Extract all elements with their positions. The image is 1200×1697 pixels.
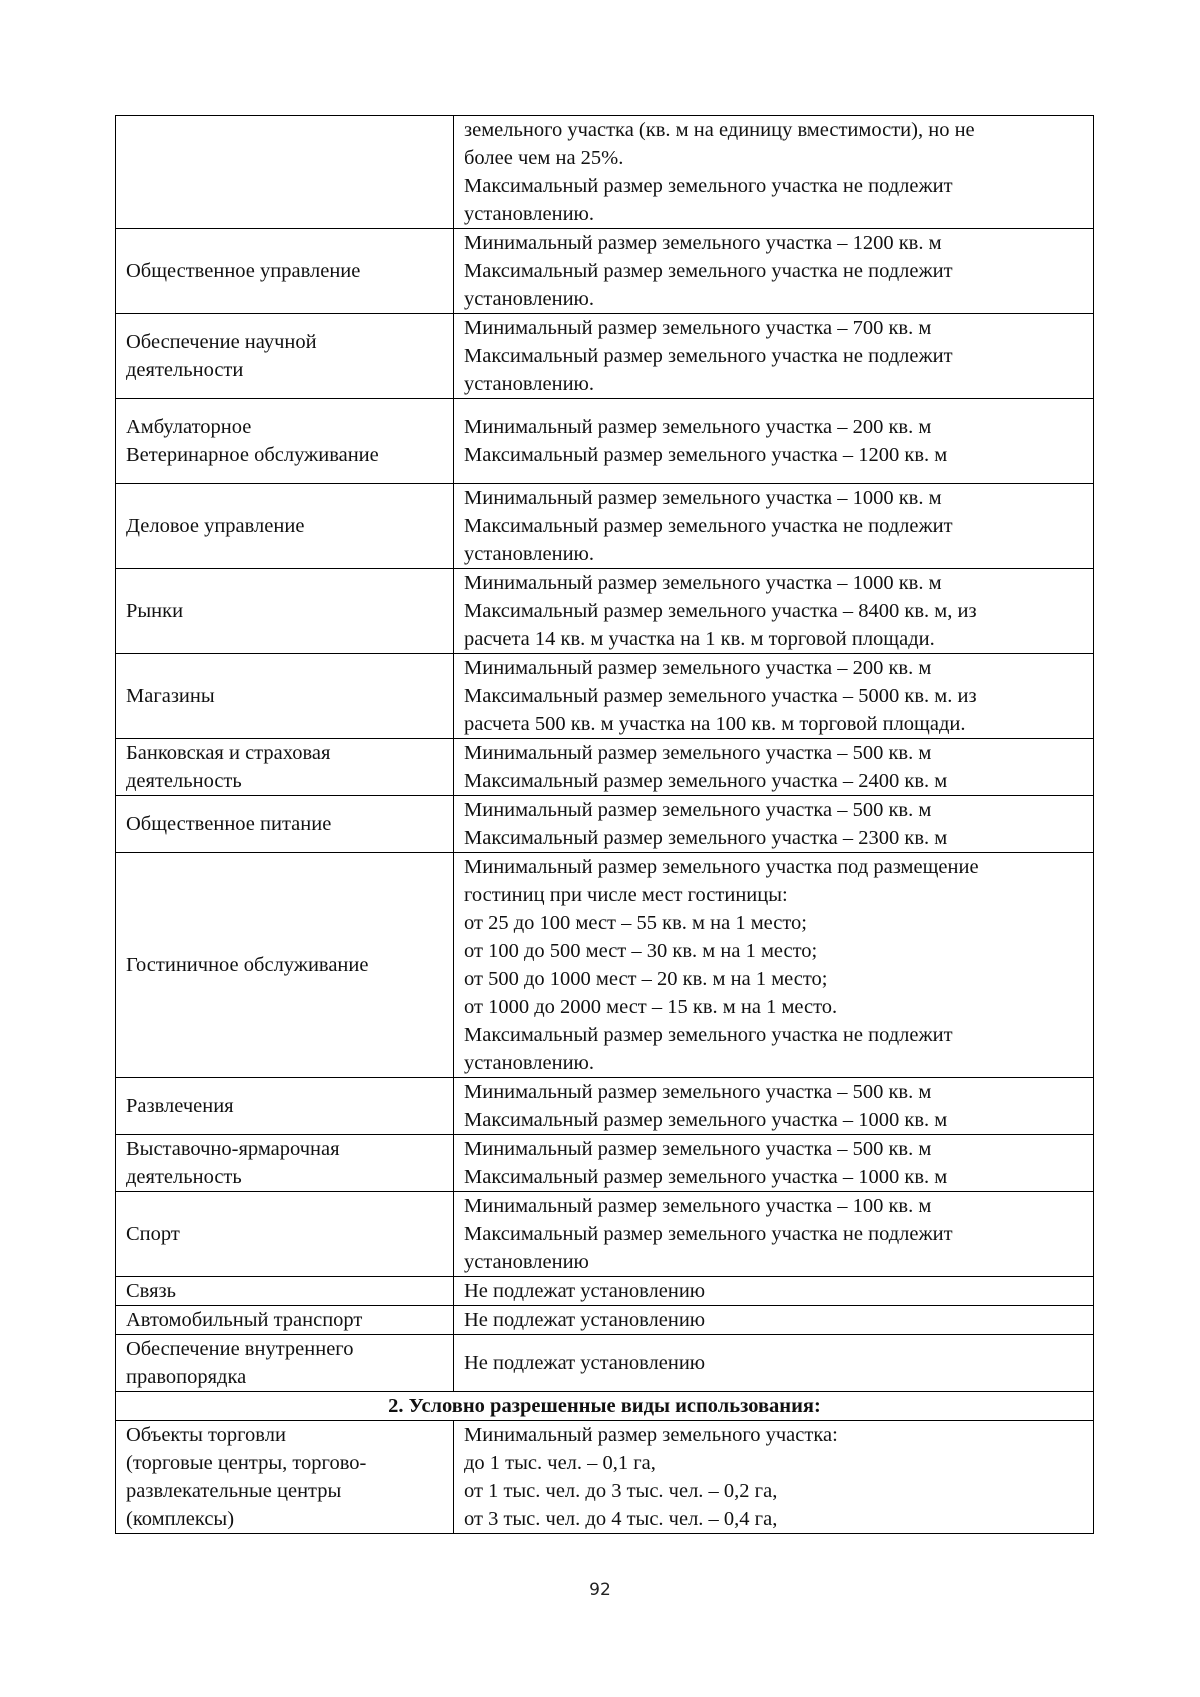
- requirement-text: гостиниц при числе мест гостиницы:: [464, 884, 788, 906]
- use-type-text: Выставочно-ярмарочная: [126, 1138, 340, 1160]
- table-row: [116, 1421, 1094, 1534]
- table-row: [116, 1306, 1094, 1335]
- size-requirement-cell: [454, 654, 1094, 739]
- use-type-text: Объекты торговли: [126, 1424, 286, 1446]
- use-type-cell: [116, 654, 454, 739]
- requirement-text: Минимальный размер земельного участка под размещение: [464, 856, 979, 878]
- use-type-text: деятельность: [126, 1166, 242, 1188]
- use-type-text: (торговые центры, торгово-: [126, 1452, 367, 1474]
- requirement-text: Минимальный размер земельного участка – 200 кв. м: [464, 416, 932, 438]
- use-type-text: Автомобильный транспорт: [126, 1309, 363, 1331]
- use-type-cell: [116, 1306, 454, 1335]
- requirement-text: Максимальный размер земельного участка не подлежит: [464, 175, 953, 197]
- use-type-cell: [116, 739, 454, 796]
- use-type-text: Деловое управление: [126, 515, 305, 537]
- size-requirement-cell: [454, 314, 1094, 399]
- table-row: [116, 1192, 1094, 1277]
- use-type-cell: [116, 116, 454, 229]
- requirement-text: установлению.: [464, 1052, 594, 1074]
- table-row: [116, 1078, 1094, 1135]
- size-requirement-cell: [454, 853, 1094, 1078]
- use-type-text: Спорт: [126, 1223, 180, 1245]
- use-type-text: Банковская и страховая: [126, 742, 331, 764]
- requirement-text: Максимальный размер земельного участка не подлежит: [464, 515, 953, 537]
- use-type-text: Обеспечение научной: [126, 331, 317, 353]
- use-type-text: Общественное управление: [126, 260, 361, 282]
- use-type-text: деятельности: [126, 359, 244, 381]
- table-row: [116, 739, 1094, 796]
- requirement-text: Минимальный размер земельного участка – 1000 кв. м: [464, 487, 942, 509]
- requirement-text: Минимальный размер земельного участка:: [464, 1424, 838, 1446]
- size-requirement-cell: [454, 569, 1094, 654]
- size-requirement-cell: [454, 1306, 1094, 1335]
- requirement-text: Не подлежат установлению: [464, 1352, 706, 1374]
- use-type-cell: [116, 1277, 454, 1306]
- requirement-text: Минимальный размер земельного участка – 500 кв. м: [464, 1081, 932, 1103]
- page-number: 92: [589, 1580, 611, 1600]
- use-type-text: (комплексы): [126, 1508, 235, 1530]
- size-requirement-cell: [454, 1335, 1094, 1392]
- table-row: [116, 116, 1094, 229]
- section-heading: 2. Условно разрешенные виды использования:: [116, 1392, 1094, 1421]
- use-type-text: развлекательные центры: [126, 1480, 342, 1502]
- requirement-text: установлению: [464, 1251, 589, 1273]
- requirement-text: Максимальный размер земельного участка не подлежит: [464, 260, 953, 282]
- table-row: [116, 796, 1094, 853]
- size-requirement-cell: [454, 796, 1094, 853]
- requirement-text: Максимальный размер земельного участка – 2400 кв. м: [464, 770, 948, 792]
- land-plot-size-table: [115, 115, 1094, 1534]
- requirement-text: Максимальный размер земельного участка – 1000 кв. м: [464, 1166, 948, 1188]
- table-row: [116, 853, 1094, 1078]
- requirement-text: Не подлежат установлению: [464, 1309, 706, 1331]
- use-type-text: Общественное питание: [126, 813, 332, 835]
- table-body: [116, 116, 1094, 1534]
- table-row: [116, 484, 1094, 569]
- use-type-cell: [116, 314, 454, 399]
- requirement-text: Минимальный размер земельного участка – 500 кв. м: [464, 799, 932, 821]
- use-type-cell: [116, 1421, 454, 1534]
- table-row: [116, 1277, 1094, 1306]
- table-row: [116, 229, 1094, 314]
- requirement-text: от 25 до 100 мест – 55 кв. м на 1 место;: [464, 912, 808, 934]
- table-row: [116, 1335, 1094, 1392]
- size-requirement-cell: [454, 1277, 1094, 1306]
- size-requirement-cell: [454, 1421, 1094, 1534]
- use-type-cell: [116, 229, 454, 314]
- requirement-text: Минимальный размер земельного участка – 500 кв. м: [464, 742, 932, 764]
- size-requirement-cell: [454, 739, 1094, 796]
- table-row: [116, 1135, 1094, 1192]
- use-type-text: деятельность: [126, 770, 242, 792]
- requirement-text: установлению.: [464, 203, 594, 225]
- requirement-text: до 1 тыс. чел. – 0,1 га,: [464, 1452, 656, 1474]
- size-requirement-cell: [454, 1078, 1094, 1135]
- requirement-text: от 1 тыс. чел. до 3 тыс. чел. – 0,2 га,: [464, 1480, 778, 1502]
- requirement-text: Максимальный размер земельного участка не подлежит: [464, 345, 953, 367]
- requirement-text: от 500 до 1000 мест – 20 кв. м на 1 место;: [464, 968, 828, 990]
- requirement-text: Максимальный размер земельного участка – 8400 кв. м, из: [464, 600, 977, 622]
- requirement-text: Не подлежат установлению: [464, 1280, 706, 1302]
- requirement-text: земельного участка (кв. м на единицу вместимости), но не: [464, 119, 975, 141]
- use-type-cell: [116, 569, 454, 654]
- requirement-text: Максимальный размер земельного участка не подлежит: [464, 1223, 953, 1245]
- use-type-text: Амбулаторное: [126, 416, 252, 438]
- size-requirement-cell: [454, 1135, 1094, 1192]
- use-type-text: правопорядка: [126, 1366, 247, 1388]
- size-requirement-cell: [454, 1192, 1094, 1277]
- requirement-text: установлению.: [464, 543, 594, 565]
- size-requirement-cell: [454, 229, 1094, 314]
- use-type-text: Развлечения: [126, 1095, 234, 1117]
- table-row: [116, 314, 1094, 399]
- requirement-text: Максимальный размер земельного участка – 1200 кв. м: [464, 444, 948, 466]
- size-requirement-cell: [454, 484, 1094, 569]
- use-type-cell: [116, 399, 454, 484]
- use-type-text: Рынки: [126, 600, 184, 622]
- use-type-text: Связь: [126, 1280, 176, 1302]
- use-type-text: Гостиничное обслуживание: [126, 954, 369, 976]
- requirement-text: Минимальный размер земельного участка – 1200 кв. м: [464, 232, 942, 254]
- requirement-text: установлению.: [464, 373, 594, 395]
- requirement-text: Минимальный размер земельного участка – 200 кв. м: [464, 657, 932, 679]
- requirement-text: Максимальный размер земельного участка – 2300 кв. м: [464, 827, 948, 849]
- use-type-cell: [116, 1078, 454, 1135]
- requirement-text: Минимальный размер земельного участка – 1000 кв. м: [464, 572, 942, 594]
- requirement-text: Максимальный размер земельного участка не подлежит: [464, 1024, 953, 1046]
- use-type-cell: [116, 484, 454, 569]
- requirement-text: Минимальный размер земельного участка – 100 кв. м: [464, 1195, 932, 1217]
- requirement-text: от 1000 до 2000 мест – 15 кв. м на 1 место.: [464, 996, 838, 1018]
- requirement-text: установлению.: [464, 288, 594, 310]
- table-row: [116, 654, 1094, 739]
- table-row: [116, 569, 1094, 654]
- requirement-text: более чем на 25%.: [464, 147, 624, 169]
- requirement-text: расчета 500 кв. м участка на 100 кв. м торговой площади.: [464, 713, 966, 735]
- requirement-text: Минимальный размер земельного участка – 700 кв. м: [464, 317, 932, 339]
- requirement-text: Минимальный размер земельного участка – 500 кв. м: [464, 1138, 932, 1160]
- use-type-text: Обеспечение внутреннего: [126, 1338, 354, 1360]
- size-requirement-cell: [454, 116, 1094, 229]
- use-type-text: Ветеринарное обслуживание: [126, 444, 379, 466]
- use-type-cell: [116, 853, 454, 1078]
- use-type-cell: [116, 796, 454, 853]
- use-type-cell: [116, 1192, 454, 1277]
- requirement-text: от 100 до 500 мест – 30 кв. м на 1 место;: [464, 940, 818, 962]
- requirement-text: Максимальный размер земельного участка – 1000 кв. м: [464, 1109, 948, 1131]
- use-type-cell: [116, 1135, 454, 1192]
- use-type-cell: [116, 1335, 454, 1392]
- size-requirement-cell: [454, 399, 1094, 484]
- table-row: [116, 399, 1094, 484]
- requirement-text: от 3 тыс. чел. до 4 тыс. чел. – 0,4 га,: [464, 1508, 778, 1530]
- requirement-text: Максимальный размер земельного участка – 5000 кв. м. из: [464, 685, 977, 707]
- requirement-text: расчета 14 кв. м участка на 1 кв. м торговой площади.: [464, 628, 935, 650]
- table-row: [116, 1392, 1094, 1421]
- use-type-text: Магазины: [126, 685, 215, 707]
